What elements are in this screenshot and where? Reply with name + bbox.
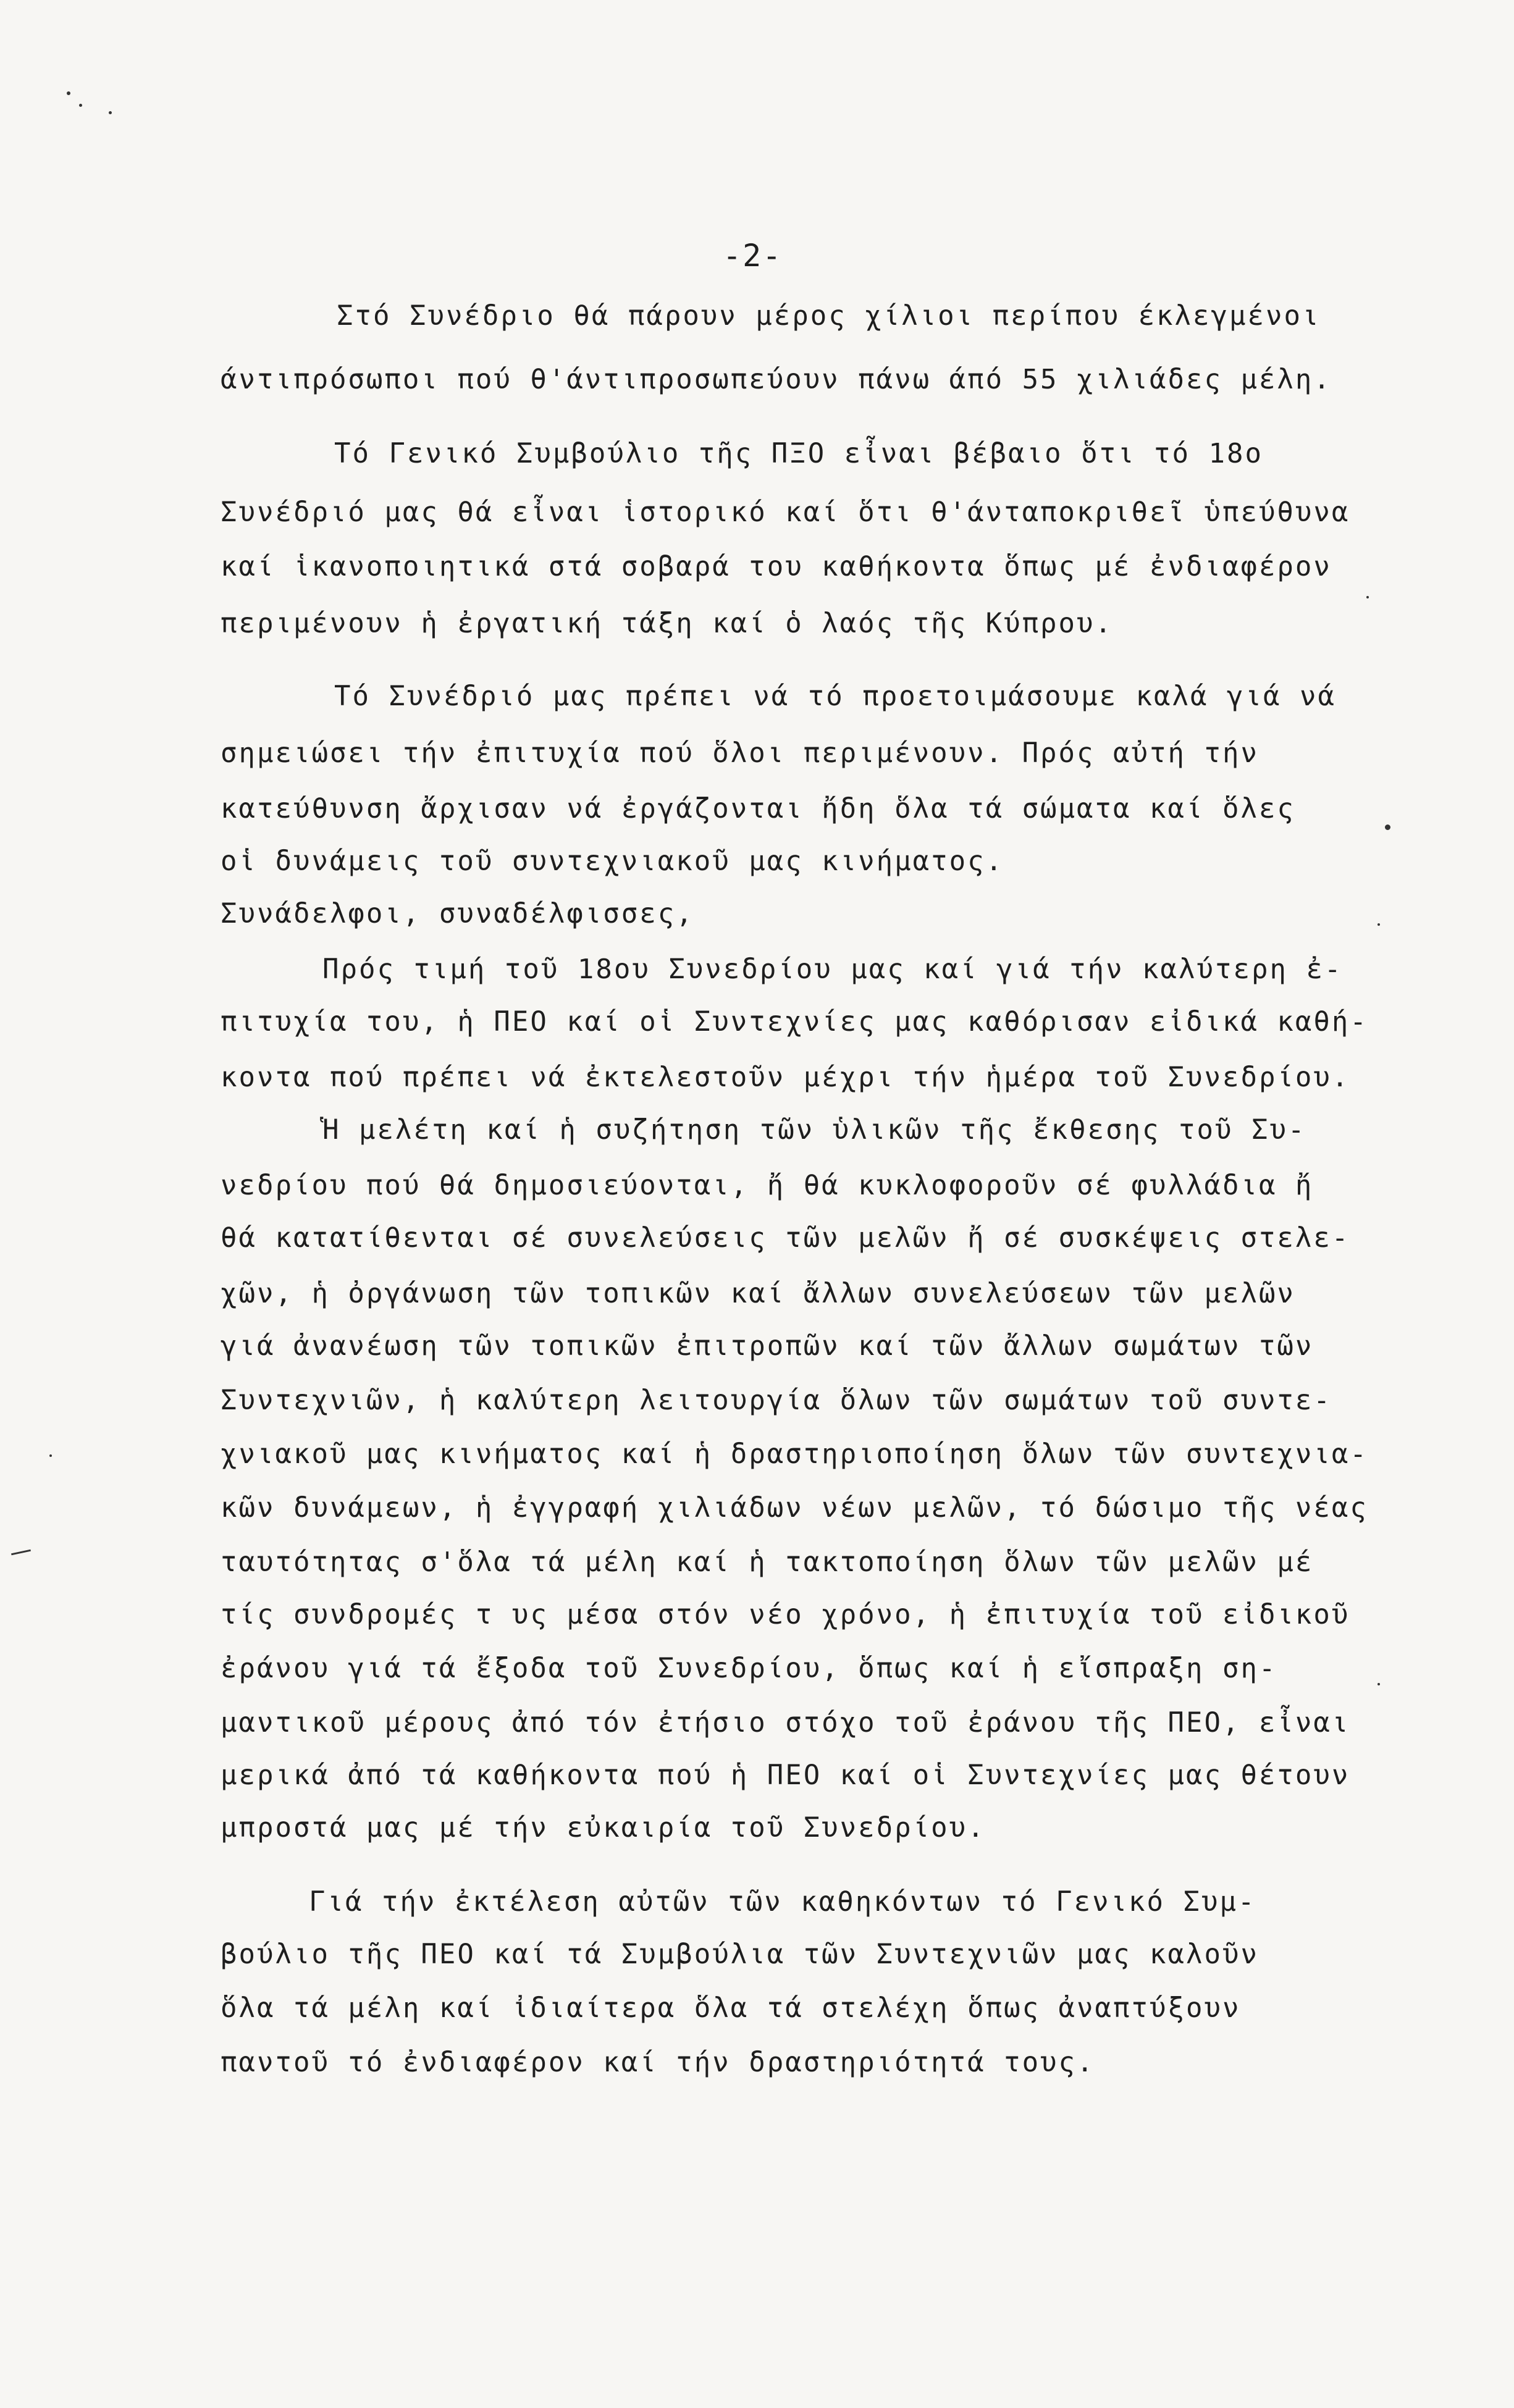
text-line: Τό Συνέδριό μας πρέπει νά τό προετοιμάσουμε καλά γιά νά xyxy=(334,681,1336,712)
scan-speck xyxy=(109,111,112,114)
text-line: καί ἱκανοποιητικά στά σοβαρά του καθήκοντα ὅπως μέ ἐνδιαφέρον xyxy=(221,551,1332,582)
text-line: παντοῦ τό ἐνδιαφέρον καί τήν δραστηριότητά τους. xyxy=(221,2047,1095,2078)
text-line: άντιπρόσωποι πού θ'άντιπροσωπεύουν πάνω άπό 55 χιλιάδες μέλη. xyxy=(221,364,1332,395)
text-line: πιτυχία του, ἡ ΠΕΟ καί οἱ Συντεχνίες μας καθόρισαν εἰδικά καθή- xyxy=(221,1006,1368,1038)
text-line: τίς συνδρομές τ υς μέσα στόν νέο χρόνο, ἡ ἐπιτυχία τοῦ εἰδικοῦ xyxy=(221,1599,1350,1630)
text-line: ἐράνου γιά τά ἔξοδα τοῦ Συνεδρίου, ὅπως καί ἡ εἴσπραξη ση- xyxy=(221,1653,1277,1684)
scan-speck xyxy=(1385,824,1390,830)
text-line: χνιακοῦ μας κινήματος καί ἡ δραστηριοποίηση ὅλων τῶν συντεχνια- xyxy=(221,1438,1368,1470)
scan-speck xyxy=(49,1454,52,1457)
text-line: Γιά τήν ἐκτέλεση αὐτῶν τῶν καθηκόντων τό Γενικό Συμ- xyxy=(309,1886,1256,1918)
scan-speck xyxy=(1366,596,1369,598)
text-line: Τό Γενικό Συμβούλιο τῆς ΠΞΟ εἶναι βέβαιο ὅτι τό 18ο xyxy=(334,438,1264,469)
text-line: Συνάδελφοι, συναδέλφισσες, xyxy=(221,898,694,929)
text-line: μαντικοῦ μέρους ἀπό τόν ἐτήσιο στόχο τοῦ ἐράνου τῆς ΠΕΟ, εἶναι xyxy=(221,1707,1350,1739)
text-line: Ἡ μελέτη καί ἡ συζήτηση τῶν ὑλικῶν τῆς ἔκθεσης τοῦ Συ- xyxy=(322,1114,1306,1146)
text-line: Στό Συνέδριο θά πάρουν μέρος χίλιοι περίπου έκλεγμένοι xyxy=(337,300,1321,332)
text-line: Πρός τιμή τοῦ 18ου Συνεδρίου μας καί γιά τήν καλύτερη ἐ- xyxy=(322,954,1343,985)
text-line: γιά ἀνανέωση τῶν τοπικῶν ἐπιτροπῶν καί τῶν ἄλλων σωμάτων τῶν xyxy=(221,1330,1314,1362)
text-line: μπροστά μας μέ τήν εὐκαιρία τοῦ Συνεδρίου. xyxy=(221,1812,986,1844)
text-line: θά κατατίθενται σέ συνελεύσεις τῶν μελῶν ἤ σέ συσκέψεις στελε- xyxy=(221,1222,1350,1254)
text-line: ταυτότητας σ'ὅλα τά μέλη καί ἡ τακτοποίηση ὅλων τῶν μελῶν μέ xyxy=(221,1546,1314,1578)
scan-mark xyxy=(11,1550,31,1556)
text-line: οἱ δυνάμεις τοῦ συντεχνιακοῦ μας κινήματος. xyxy=(221,845,1004,877)
text-line: κῶν δυνάμεων, ἡ ἐγγραφή χιλιάδων νέων μελῶν, τό δώσιμο τῆς νέας xyxy=(221,1492,1368,1524)
text-line: κοντα πού πρέπει νά ἐκτελεστοῦν μέχρι τήν ἡμέρα τοῦ Συνεδρίου. xyxy=(221,1062,1350,1093)
text-line: σημειώσει τήν ἐπιτυχία πού ὅλοι περιμένουν. Πρός αὐτή τήν xyxy=(221,737,1259,769)
text-line: κατεύθυνση ἄρχισαν νά ἐργάζονται ἤδη ὅλα τά σώματα καί ὅλες xyxy=(221,793,1295,824)
text-line: χῶν, ἡ ὀργάνωση τῶν τοπικῶν καί ἄλλων συνελεύσεων τῶν μελῶν xyxy=(221,1278,1295,1309)
text-line: Συντεχνιῶν, ἡ καλύτερη λειτουργία ὅλων τῶν σωμάτων τοῦ συντε- xyxy=(221,1385,1332,1416)
scan-speck xyxy=(1377,923,1380,926)
text-line: Συνέδριό μας θά εἶναι ἱστορικό καί ὅτι θ'άνταποκριθεῖ ὑπεύθυνα xyxy=(221,497,1350,528)
scan-speck xyxy=(79,104,82,107)
text-line: ὅλα τά μέλη καί ἰδιαίτερα ὅλα τά στελέχη ὅπως ἀναπτύξουν xyxy=(221,1992,1241,2024)
text-line: περιμένουν ἡ ἐργατική τάξη καί ὁ λαός τῆς Κύπρου. xyxy=(221,608,1114,639)
text-line: βούλιο τῆς ΠΕΟ καί τά Συμβούλια τῶν Συντεχνιῶν μας καλοῦν xyxy=(221,1939,1259,1970)
text-line: μερικά ἀπό τά καθήκοντα πού ἡ ΠΕΟ καί οἱ Συντεχνίες μας θέτουν xyxy=(221,1760,1350,1791)
scan-speck xyxy=(67,91,70,95)
page-number: -2- xyxy=(723,238,783,274)
text-line: νεδρίου πού θά δημοσιεύονται, ἤ θά κυκλοφοροῦν σέ φυλλάδια ἤ xyxy=(221,1170,1314,1201)
scan-speck xyxy=(1377,1683,1380,1685)
